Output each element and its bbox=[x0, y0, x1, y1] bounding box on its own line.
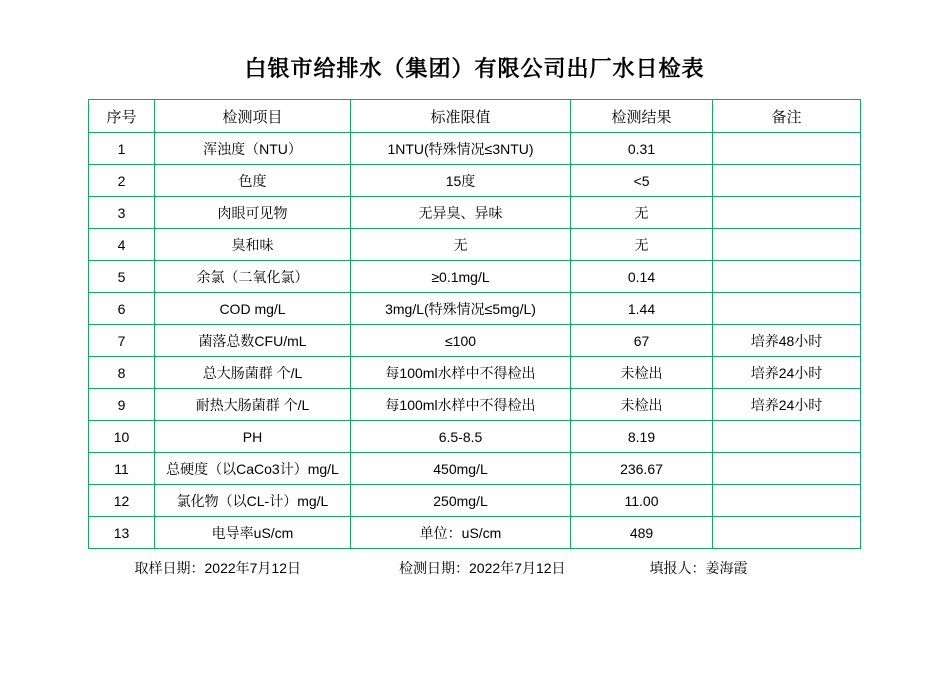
cell-item: COD mg/L bbox=[155, 293, 351, 325]
cell-limit: 每100ml水样中不得检出 bbox=[351, 357, 571, 389]
cell-note bbox=[713, 165, 861, 197]
cell-result: 0.14 bbox=[571, 261, 713, 293]
cell-limit: 无异臭、异味 bbox=[351, 197, 571, 229]
cell-limit: 250mg/L bbox=[351, 485, 571, 517]
table-row bbox=[89, 357, 861, 389]
cell-result: 236.67 bbox=[571, 453, 713, 485]
cell-note: 培养24小时 bbox=[713, 357, 861, 389]
cell-note bbox=[713, 485, 861, 517]
cell-limit: 每100ml水样中不得检出 bbox=[351, 389, 571, 421]
cell-item: 氯化物（以CL-计）mg/L bbox=[155, 485, 351, 517]
cell-limit: 6.5-8.5 bbox=[351, 421, 571, 453]
cell-no: 9 bbox=[89, 389, 155, 421]
cell-limit: ≤100 bbox=[351, 325, 571, 357]
cell-no: 11 bbox=[89, 453, 155, 485]
cell-result: 1.44 bbox=[571, 293, 713, 325]
column-header-result: 检测结果 bbox=[571, 100, 713, 133]
cell-item: 肉眼可见物 bbox=[155, 197, 351, 229]
cell-note bbox=[713, 133, 861, 165]
cell-no: 7 bbox=[89, 325, 155, 357]
cell-limit: 单位：uS/cm bbox=[351, 517, 571, 549]
cell-item: 浑浊度（NTU） bbox=[155, 133, 351, 165]
table-row bbox=[89, 229, 861, 261]
cell-limit: ≥0.1mg/L bbox=[351, 261, 571, 293]
cell-limit: 无 bbox=[351, 229, 571, 261]
cell-no: 13 bbox=[89, 517, 155, 549]
table-row bbox=[89, 293, 861, 325]
cell-result: 无 bbox=[571, 197, 713, 229]
column-header-item: 检测项目 bbox=[155, 100, 351, 133]
cell-no: 8 bbox=[89, 357, 155, 389]
cell-item: 菌落总数CFU/mL bbox=[155, 325, 351, 357]
cell-no: 12 bbox=[89, 485, 155, 517]
table-row bbox=[89, 421, 861, 453]
table-row bbox=[89, 133, 861, 165]
cell-note bbox=[713, 453, 861, 485]
cell-no: 3 bbox=[89, 197, 155, 229]
filled-by: 填报人：姜海霞 bbox=[649, 560, 748, 576]
cell-limit: 3mg/L(特殊情况≤5mg/L) bbox=[351, 293, 571, 325]
column-header-limit: 标准限值 bbox=[351, 100, 571, 133]
cell-result: 489 bbox=[571, 517, 713, 549]
cell-note bbox=[713, 197, 861, 229]
report-page bbox=[0, 52, 949, 676]
table-row bbox=[89, 517, 861, 549]
cell-note bbox=[713, 229, 861, 261]
sampling-date: 取样日期：2022年7月12日 bbox=[134, 560, 302, 576]
cell-item: 余氯（二氧化氯） bbox=[155, 261, 351, 293]
cell-result: 未检出 bbox=[571, 389, 713, 421]
cell-note: 培养48小时 bbox=[713, 325, 861, 357]
table-row bbox=[89, 197, 861, 229]
cell-no: 6 bbox=[89, 293, 155, 325]
table-row bbox=[89, 389, 861, 421]
cell-limit: 15度 bbox=[351, 165, 571, 197]
cell-note bbox=[713, 293, 861, 325]
cell-item: 电导率uS/cm bbox=[155, 517, 351, 549]
cell-no: 10 bbox=[89, 421, 155, 453]
cell-item: 色度 bbox=[155, 165, 351, 197]
cell-item: 总大肠菌群 个/L bbox=[155, 357, 351, 389]
table-row bbox=[89, 325, 861, 357]
cell-item: 臭和味 bbox=[155, 229, 351, 261]
cell-no: 4 bbox=[89, 229, 155, 261]
testing-date: 检测日期：2022年7月12日 bbox=[399, 560, 566, 576]
cell-limit: 1NTU(特殊情况≤3NTU) bbox=[351, 133, 571, 165]
table-row bbox=[89, 485, 861, 517]
cell-note bbox=[713, 261, 861, 293]
cell-item: PH bbox=[155, 421, 351, 453]
cell-note bbox=[713, 517, 861, 549]
cell-item: 总硬度（以CaCo3计）mg/L bbox=[155, 453, 351, 485]
cell-result: 11.00 bbox=[571, 485, 713, 517]
report-footer bbox=[89, 558, 861, 578]
cell-no: 5 bbox=[89, 261, 155, 293]
cell-note bbox=[713, 421, 861, 453]
column-header-note: 备注 bbox=[713, 100, 861, 133]
cell-no: 1 bbox=[89, 133, 155, 165]
cell-no: 2 bbox=[89, 165, 155, 197]
cell-result: 未检出 bbox=[571, 357, 713, 389]
table-row bbox=[89, 261, 861, 293]
cell-note: 培养24小时 bbox=[713, 389, 861, 421]
cell-result: 0.31 bbox=[571, 133, 713, 165]
cell-result: <5 bbox=[571, 165, 713, 197]
cell-result: 无 bbox=[571, 229, 713, 261]
cell-limit: 450mg/L bbox=[351, 453, 571, 485]
page-title: 白银市给排水（集团）有限公司出厂水日检表 bbox=[244, 56, 705, 81]
cell-result: 67 bbox=[571, 325, 713, 357]
table-row bbox=[89, 165, 861, 197]
inspection-table bbox=[88, 99, 861, 549]
cell-item: 耐热大肠菌群 个/L bbox=[155, 389, 351, 421]
column-header-no: 序号 bbox=[89, 100, 155, 133]
cell-result: 8.19 bbox=[571, 421, 713, 453]
table-row bbox=[89, 453, 861, 485]
table-header-row bbox=[89, 100, 861, 133]
